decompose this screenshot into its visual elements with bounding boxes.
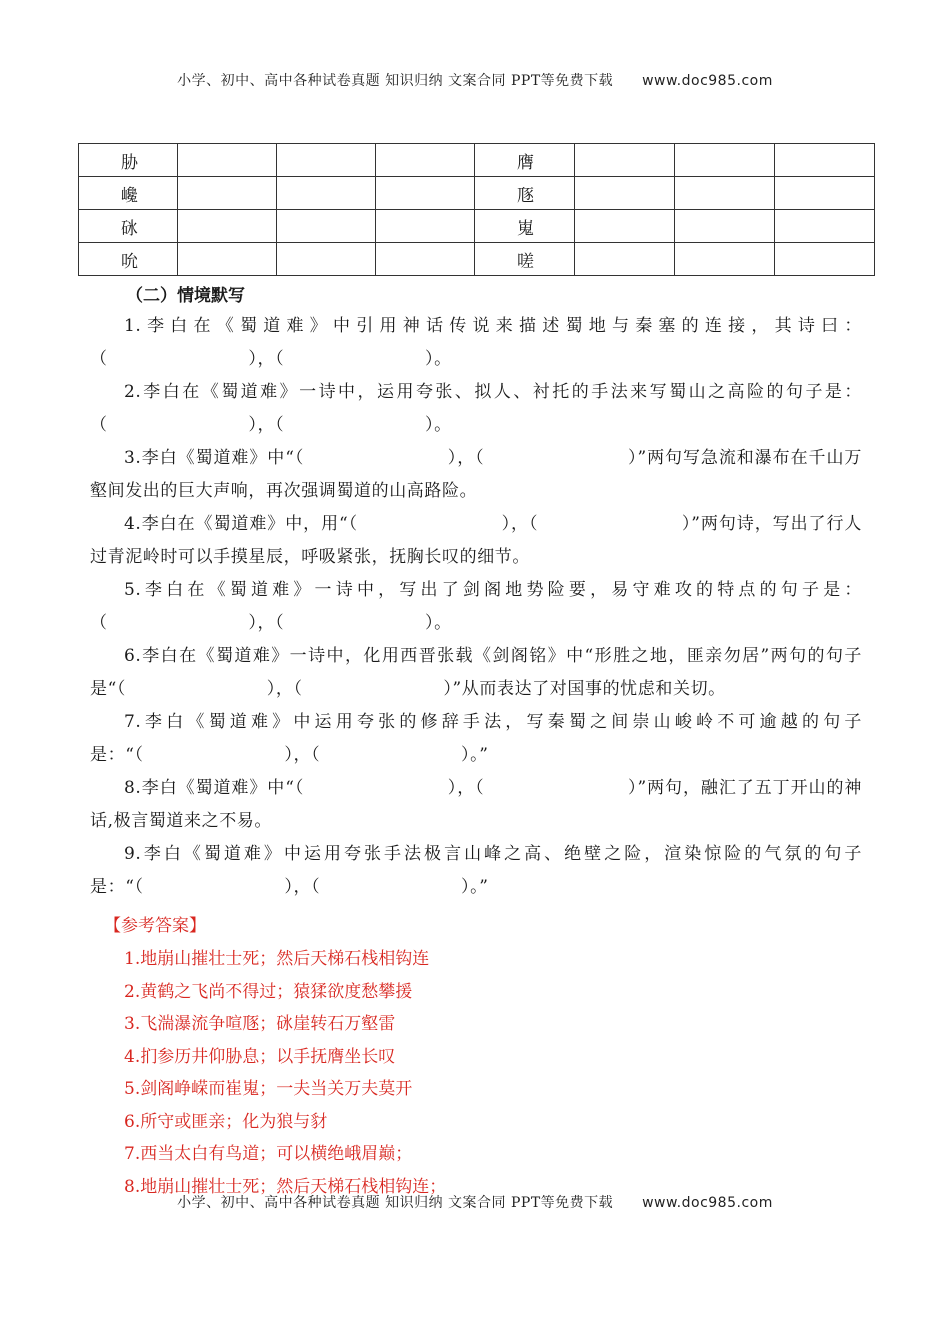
- character-table: [78, 143, 875, 276]
- table-char-cell: 嵬: [475, 210, 575, 243]
- table-blank-cell: [277, 243, 376, 276]
- table-row: [79, 177, 875, 210]
- table-blank-cell: [575, 210, 675, 243]
- table-blank-cell: [675, 144, 775, 177]
- table-blank-cell: [178, 144, 277, 177]
- table-blank-cell: [775, 243, 875, 276]
- answer-item: 2.黄鹤之飞尚不得过；猿猱欲度愁攀援: [124, 981, 413, 1002]
- question-6: 6.李白在《蜀道难》一诗中，化用西晋张载《剑阁铭》中“形胜之地，匪亲勿居”两句的句子是“（ ），（ ）”从而表达了对国事的忧虑和关切。: [90, 646, 862, 699]
- footer-text: 小学、初中、高中各种试卷真题 知识归纳 文案合同 PPT等免费下载: [177, 1195, 614, 1211]
- answer-item: 8.地崩山摧壮士死；然后天梯石栈相钩连；: [124, 1176, 447, 1197]
- table-blank-cell: [775, 144, 875, 177]
- table-char-cell: 吮: [79, 243, 178, 276]
- table-char-cell: 膺: [475, 144, 575, 177]
- table-blank-cell: [675, 243, 775, 276]
- question-2: 2.李白在《蜀道难》一诗中，运用夸张、拟人、衬托的手法来写蜀山之高险的句子是：（ ），（ ）。: [90, 382, 862, 435]
- answer-item: 6.所守或匪亲；化为狼与豺: [124, 1111, 328, 1132]
- table-blank-cell: [277, 210, 376, 243]
- page-header: [0, 70, 950, 90]
- table-blank-cell: [178, 210, 277, 243]
- table-char-cell: 豗: [475, 177, 575, 210]
- table-blank-cell: [675, 210, 775, 243]
- answer-item: 1.地崩山摧壮士死；然后天梯石栈相钩连: [124, 949, 430, 969]
- table-blank-cell: [277, 177, 376, 210]
- table-char-cell: 砯: [79, 210, 178, 243]
- table-char-cell: 嗟: [475, 243, 575, 276]
- answer-item: 5.剑阁峥嵘而崔嵬；一夫当关万夫莫开: [124, 1079, 413, 1099]
- question-1: 1.李白在《蜀道难》中引用神话传说来描述蜀地与秦塞的连接，其诗曰：（ ），（ ）。: [90, 316, 862, 369]
- table-blank-cell: [277, 144, 376, 177]
- table-row: [79, 243, 875, 276]
- table-blank-cell: [376, 177, 475, 210]
- table-blank-cell: [675, 177, 775, 210]
- section-title: （二）情境默写: [126, 286, 245, 306]
- question-9: 9.李白《蜀道难》中运用夸张手法极言山峰之高、绝壁之险，渲染惊险的气氛的句子是：“（ ），（ ）。”: [90, 844, 862, 897]
- table-blank-cell: [575, 177, 675, 210]
- footer-site-link[interactable]: www.doc985.com: [642, 1195, 773, 1211]
- question-4: 4.李白在《蜀道难》中，用“（ ），（ ）”两句诗，写出了行人过青泥岭时可以手摸星辰，呼吸紧张，抚胸长叹的细节。: [90, 514, 862, 567]
- table-char-cell: 胁: [79, 144, 178, 177]
- question-3: 3.李白《蜀道难》中“（ ），（ ）”两句写急流和瀑布在千山万壑间发出的巨大声响，再次强调蜀道的山高路险。: [90, 448, 862, 501]
- table-blank-cell: [775, 210, 875, 243]
- header-site-link[interactable]: www.doc985.com: [642, 73, 773, 89]
- table-blank-cell: [376, 144, 475, 177]
- page-footer: [0, 1192, 950, 1212]
- table-blank-cell: [178, 243, 277, 276]
- table-blank-cell: [376, 210, 475, 243]
- table-row: [79, 144, 875, 177]
- table-char-cell: 巉: [79, 177, 178, 210]
- answer-item: 4.扪参历井仰胁息；以手抚膺坐长叹: [124, 1046, 396, 1067]
- question-8: 8.李白《蜀道难》中“（ ），（ ）”两句，融汇了五丁开山的神话,极言蜀道来之不易。: [90, 778, 862, 831]
- table-blank-cell: [376, 243, 475, 276]
- answer-item: 7.西当太白有鸟道；可以横绝峨眉巅；: [124, 1144, 413, 1164]
- question-5: 5.李白在《蜀道难》一诗中，写出了剑阁地势险要，易守难攻的特点的句子是：（ ），（ ）。: [90, 580, 862, 633]
- table-blank-cell: [775, 177, 875, 210]
- table-row: [79, 210, 875, 243]
- table-blank-cell: [575, 243, 675, 276]
- header-text: 小学、初中、高中各种试卷真题 知识归纳 文案合同 PPT等免费下载: [177, 73, 614, 89]
- table-blank-cell: [575, 144, 675, 177]
- answer-item: 3.飞湍瀑流争喧豗；砯崖转石万壑雷: [124, 1014, 396, 1034]
- question-7: 7.李白《蜀道难》中运用夸张的修辞手法，写秦蜀之间崇山峻岭不可逾越的句子是：“（ ），（ ）。”: [90, 712, 862, 765]
- answers-title: 【参考答案】: [104, 916, 206, 936]
- main-content: [90, 282, 862, 1203]
- table-blank-cell: [178, 177, 277, 210]
